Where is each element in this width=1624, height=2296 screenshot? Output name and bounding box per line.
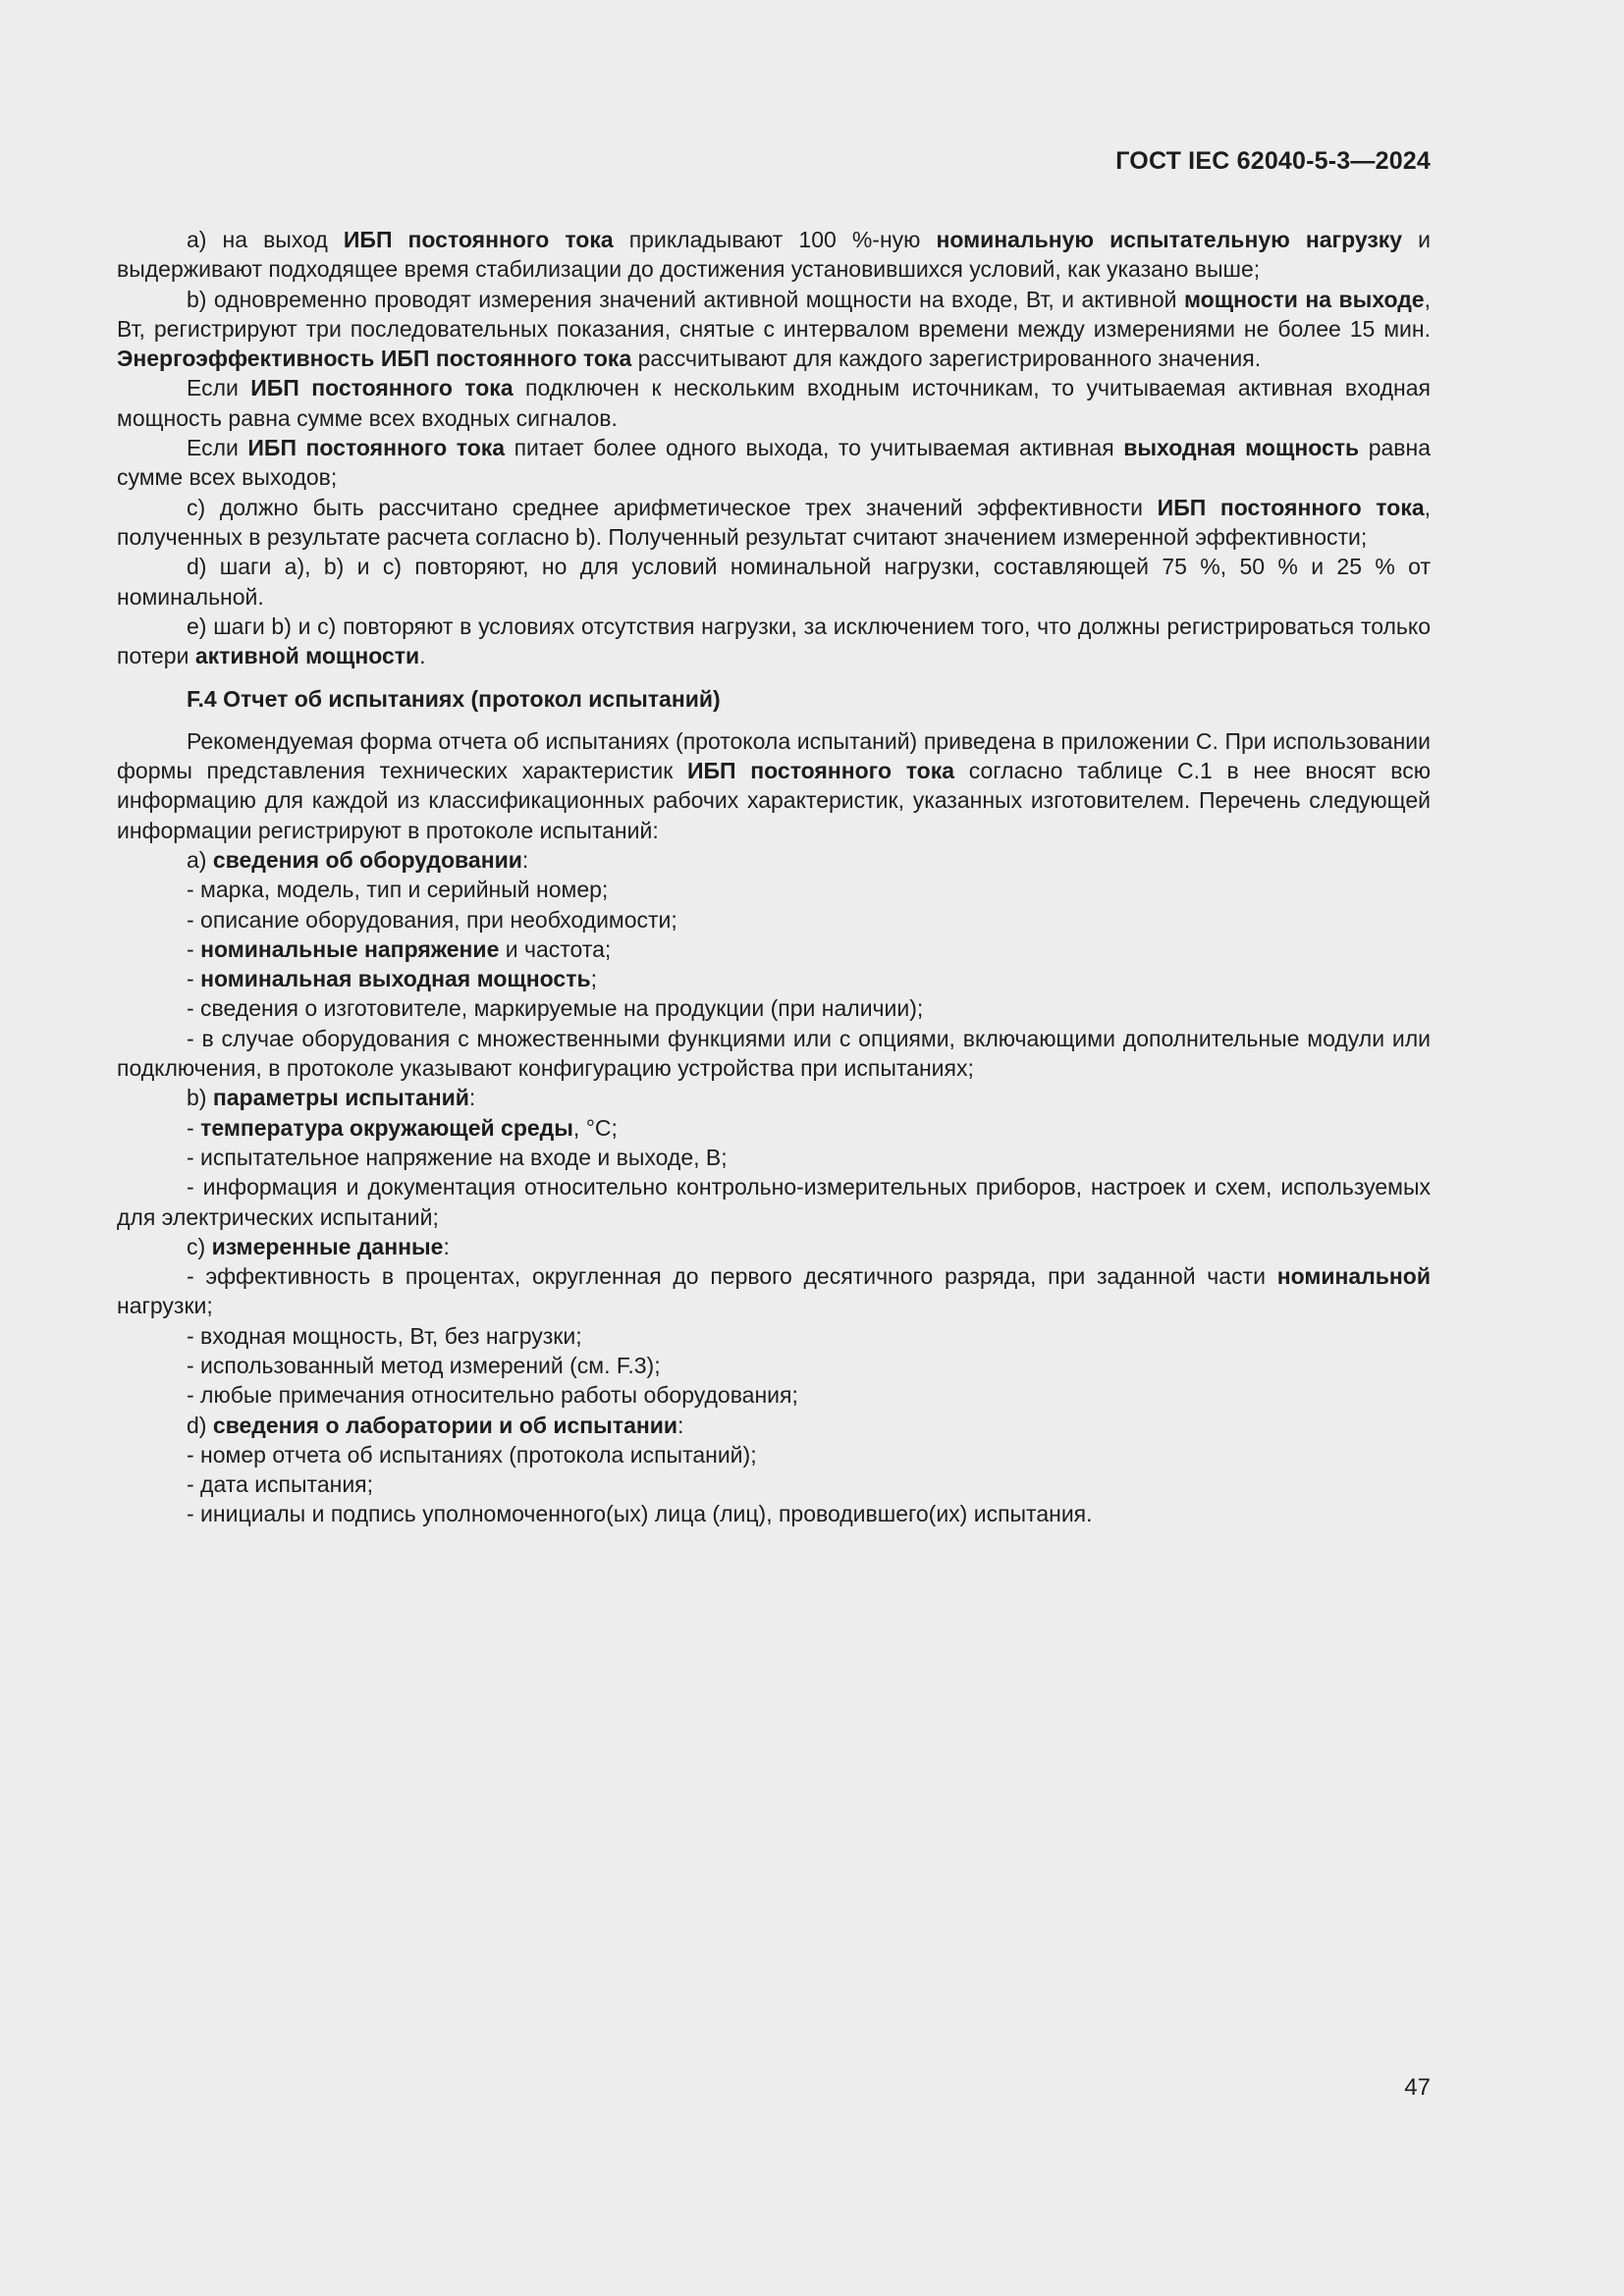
list-item: - описание оборудования, при необходимости; <box>187 906 677 933</box>
list-item: - номер отчета об испытаниях (протокола испытаний); <box>187 1441 757 1468</box>
list-item: - инициалы и подпись уполномоченного(ых) лица (лиц), проводившего(их) испытания. <box>187 1501 1093 1527</box>
list-item: - любые примечания относительно работы оборудования; <box>187 1382 798 1409</box>
list-item: - входная мощность, Вт, без нагрузки; <box>187 1322 582 1349</box>
list-item: - информация и документация относительно контрольно-измерительных приборов, настроек и схем, используемых для электрических испытаний; <box>117 1174 1431 1230</box>
page-number: 47 <box>1404 2074 1431 2101</box>
list-item: - эффективность в процентах, округленная до первого десятичного разряда, при заданной части номинальной нагрузки; <box>117 1263 1431 1319</box>
list-heading-laboratory: d) сведения о лаборатории и об испытании: <box>187 1412 684 1438</box>
list-item: - сведения о изготовителе, маркируемые на продукции (при наличии); <box>187 995 924 1022</box>
list-item: - испытательное напряжение на входе и выходе, В; <box>187 1144 728 1170</box>
list-item: - дата испытания; <box>187 1471 374 1498</box>
list-item: - в случае оборудования с множественными функциями или с опциями, включающими дополнительные модули или подключения, в протоколе указывают конфигурацию устройства при испытаниях; <box>117 1025 1431 1082</box>
paragraph-multiple-inputs: Если ИБП постоянного тока подключен к нескольким входным источникам, то учитываемая активная входная мощность равна сумме всех входных сигналов. <box>117 375 1431 431</box>
paragraph-step-c: c) должно быть рассчитано среднее арифметическое трех значений эффективности ИБП постоянного тока, полученных в результате расчета согласно b). Полученный результат считают значением измеренной эффективности; <box>117 494 1432 550</box>
list-heading-measured-data: c) измеренные данные: <box>187 1233 450 1259</box>
paragraph-step-a: а) на выход ИБП постоянного тока прикладывают 100 %-ную номинальную испытательную нагрузку и выдерживают подходящее время стабилизации до достижения установившихся условий, как указано выше; <box>117 227 1432 283</box>
list-item: - номинальная выходная мощность; <box>187 966 598 992</box>
paragraph-step-b: b) одновременно проводят измерения значений активной мощности на входе, Вт, и активной мощности на выходе, Вт, регистрируют три последовательных показания, снятые с интервалом времени между измерениями не более 15 мин. Энергоэффективность ИБП постоянного тока рассчитывают для каждого зарегистрированного значения. <box>117 286 1431 372</box>
list-item: - марка, модель, тип и серийный номер; <box>187 877 609 903</box>
paragraph-report-intro: Рекомендуемая форма отчета об испытаниях (протокола испытаний) приведена в приложении С. При использовании формы представления технических характеристик ИБП постоянного тока согласно таблице С.1 в нее вносят всю информацию для каждой из классификационных рабочих характеристик, указанных изготовителем. Перечень следующей информации регистрируют в протоколе испытаний: <box>117 727 1431 843</box>
paragraph-step-e: e) шаги b) и c) повторяют в условиях отсутствия нагрузки, за исключением того, что должны регистрироваться только потери активной мощности. <box>117 613 1431 669</box>
section-heading: F.4 Отчет об испытаниях (протокол испытаний) <box>187 686 721 713</box>
document-header: ГОСТ IEC 62040-5-3—2024 <box>1115 147 1431 175</box>
document-body <box>117 225 1431 1529</box>
list-item: - номинальные напряжение и частота; <box>187 935 612 962</box>
list-heading-test-parameters: b) параметры испытаний: <box>187 1085 476 1111</box>
list-item: - температура окружающей среды, °С; <box>187 1114 618 1141</box>
list-heading-equipment: a) сведения об оборудовании: <box>187 846 529 873</box>
paragraph-step-d: d) шаги a), b) и c) повторяют, но для условий номинальной нагрузки, составляющей 75 %, 50 % и 25 % от номинальной. <box>117 554 1431 610</box>
list-item: - использованный метод измерений (см. F.3); <box>187 1352 661 1378</box>
paragraph-multiple-outputs: Если ИБП постоянного тока питает более одного выхода, то учитываемая активная выходная мощность равна сумме всех выходов; <box>117 435 1432 491</box>
